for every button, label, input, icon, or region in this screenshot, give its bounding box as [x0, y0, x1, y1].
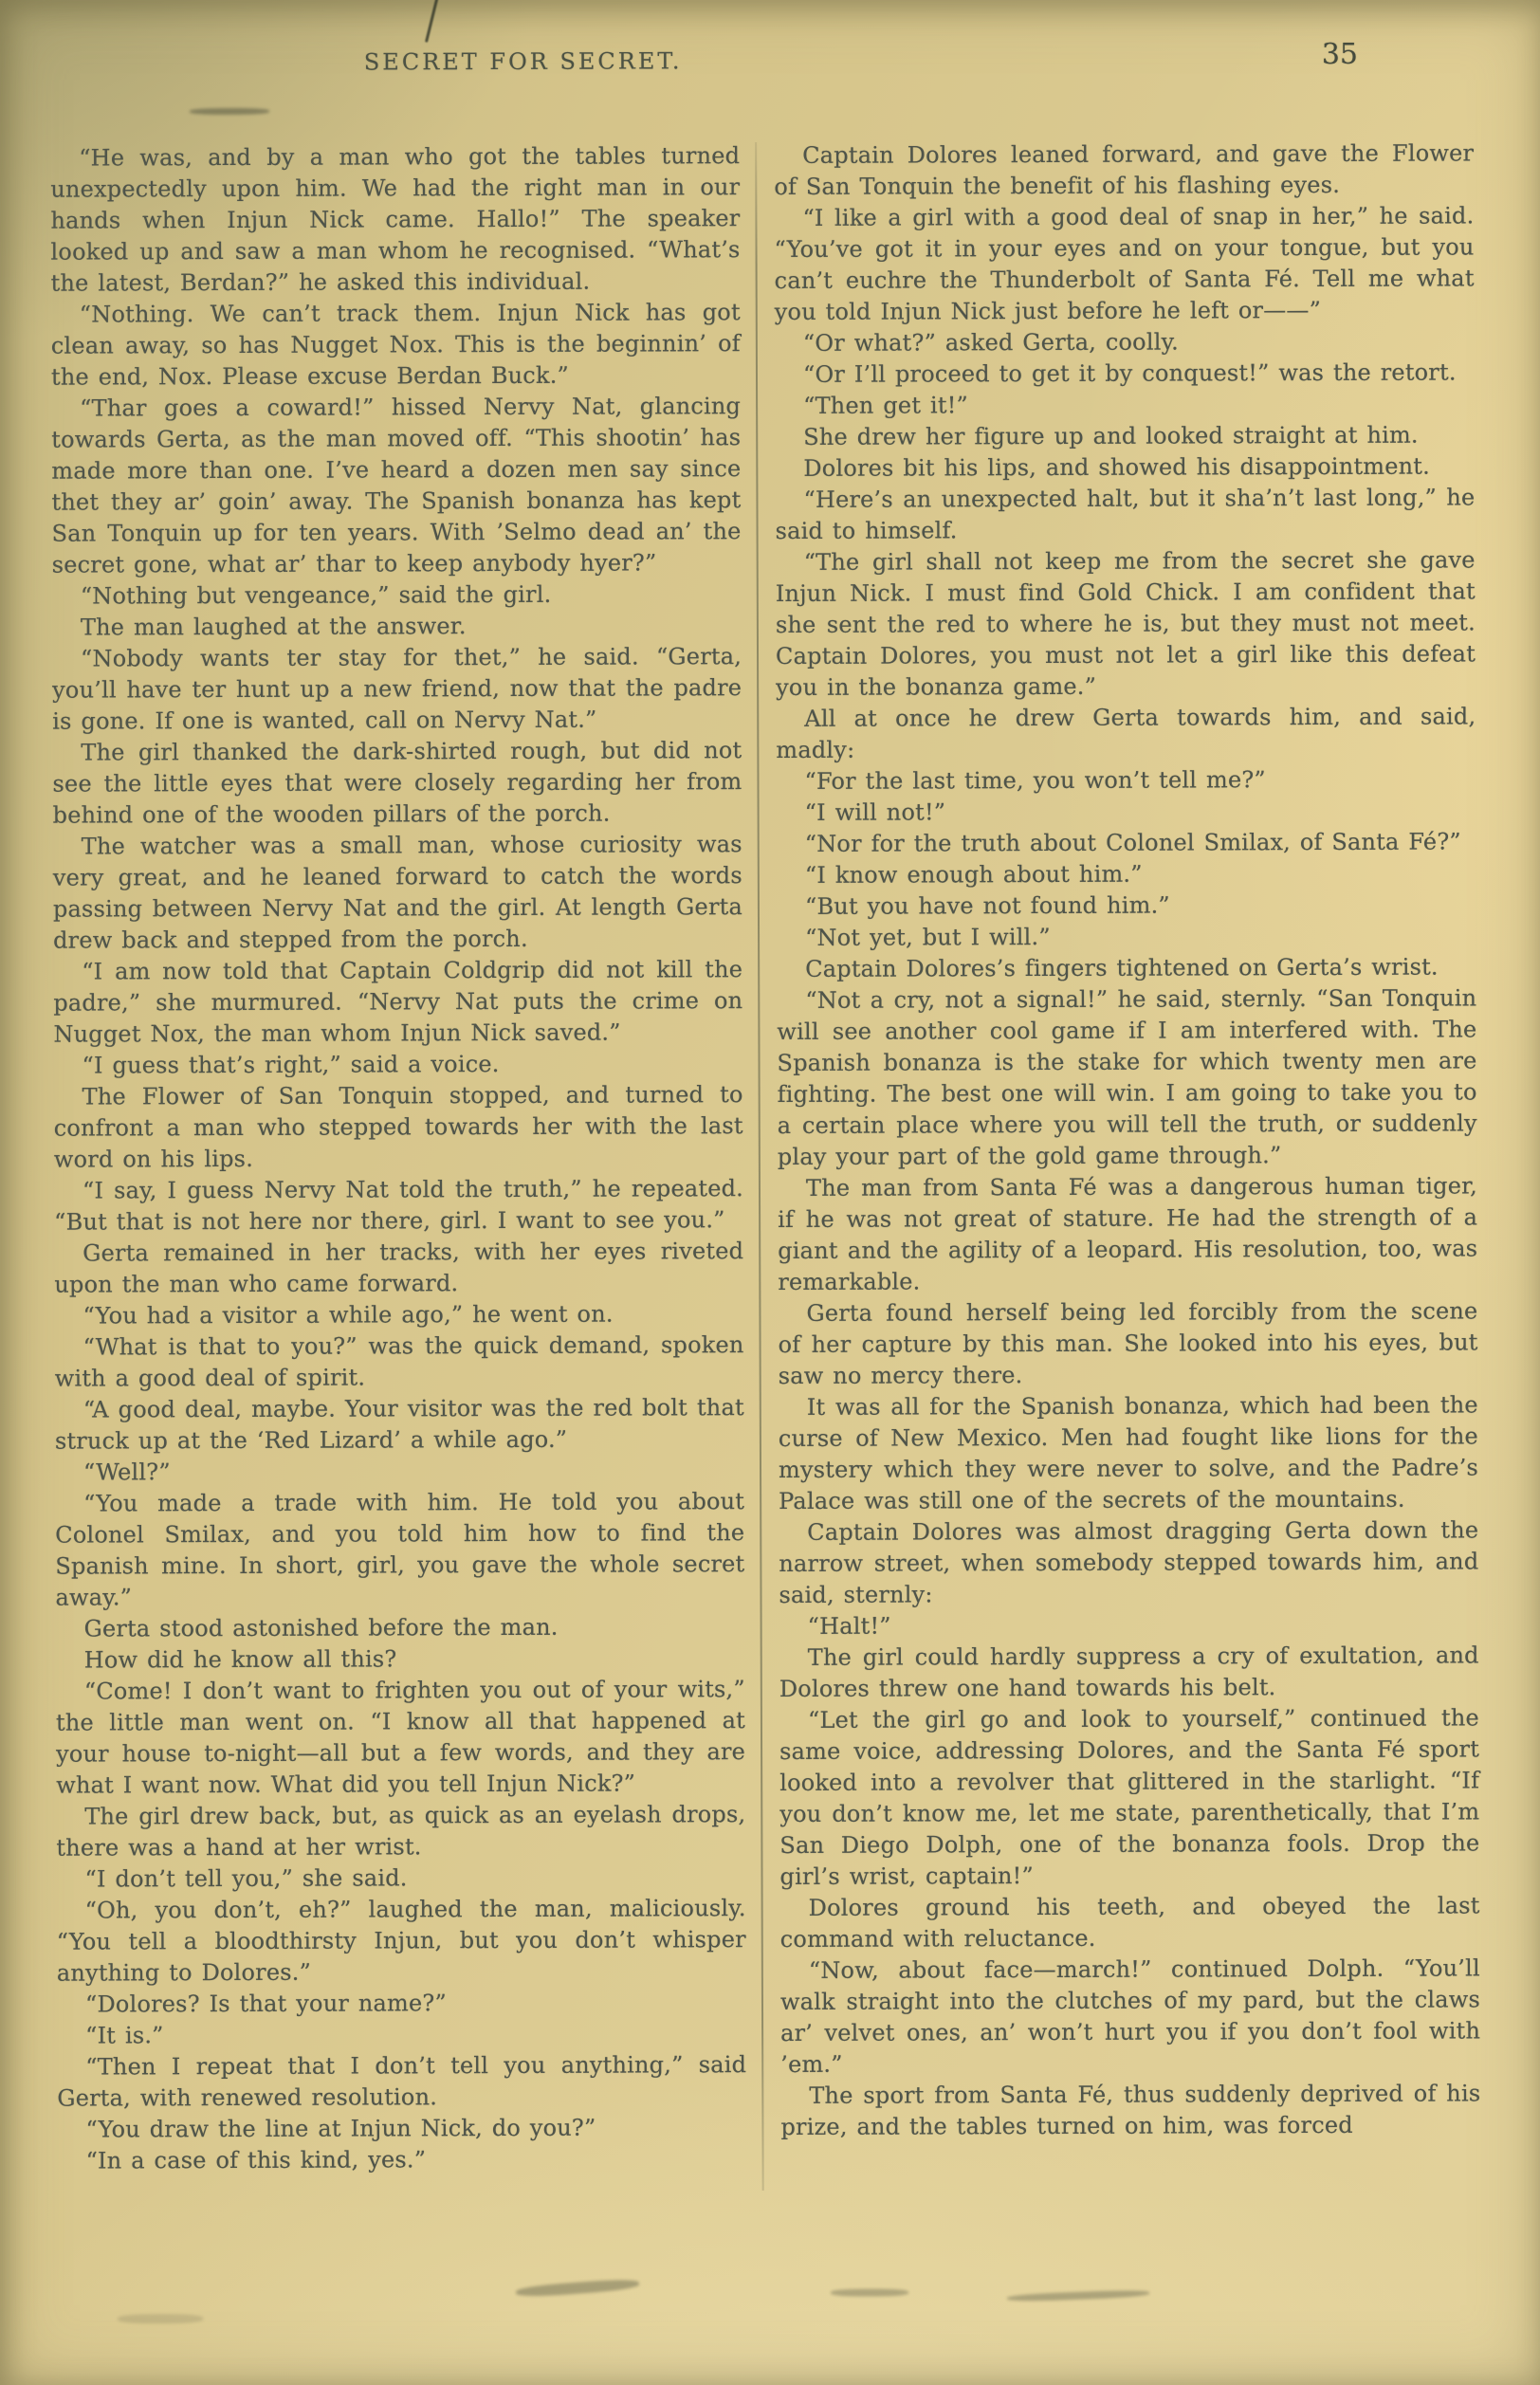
paragraph: The girl drew back, but, as quick as an eyelash drops, there was a hand at her wrist. — [56, 1801, 746, 1862]
paragraph: Captain Dolores was almost dragging Gerta down the narrow street, when somebody stepped towards him, and said, sternly: — [779, 1516, 1479, 1608]
paragraph: “Thar goes a coward!” hissed Nervy Nat, glancing towards Gerta, as the man moved off. “This shootin’ has made more than one. I’ve heard a dozen men say since thet they ar’ goin’ away. The Spanish bonanza has kept San Tonquin up for ten years. With ’Selmo dead an’ the secret gone, what ar’ thar to keep anybody hyer?” — [51, 393, 742, 578]
paragraph: The watcher was a small man, whose curiosity was very great, and he leaned forward to catch the words passing between Nervy Nat and the girl. At length Gerta drew back and stepped from the porch. — [52, 831, 742, 954]
ink-smudge-bottom-corner — [118, 2314, 203, 2323]
paragraph: “Halt!” — [807, 1612, 891, 1640]
paragraph: “For the last time, you won’t tell me?” — [804, 766, 1266, 795]
paragraph: “Not yet, but I will.” — [805, 923, 1051, 951]
paragraph: “I will not!” — [804, 798, 946, 826]
paragraph: Captain Dolores’s fingers tightened on Gerta’s wrist. — [805, 953, 1439, 982]
column-divider-rule — [755, 142, 764, 2191]
paragraph: “Not a cry, not a signal!” he said, sternly. “San Tonquin will see another cool game if I am interfered with. The Spanish bonanza is the stake for which twenty men are fighting. The best one will win. I am going to take you to a certain place where you will tell the truth, or suddenly play your part of the gold game through.” — [777, 984, 1477, 1170]
paragraph: It was all for the Spanish bonanza, which had been the curse of New Mexico. Men had fought like lions for the mystery which they were never to solve, and the Padre’s Palace was still one of the secrets of the mountains. — [778, 1391, 1479, 1514]
ink-smudge-bottom-left — [516, 2278, 640, 2298]
paragraph: “Nobody wants ter stay for thet,” he said. “Gerta, you’ll have ter hunt up a new friend, now that the padre is gone. If one is wanted, call on Nervy Nat.” — [52, 643, 742, 735]
paragraph: “Let the girl go and look to yourself,” continued the same voice, addressing Dolores, and the Santa Fé sport looked into a revolver that glittered in the starlight. “If you don’t know me, let me state, parenthetically, that I’m San Diego Dolph, one of the bonanza fools. Drop the girl’s wrist, captain!” — [779, 1704, 1480, 1890]
paragraph: “Then I repeat that I don’t tell you anything,” said Gerta, with renewed resolution. — [57, 2051, 747, 2112]
paragraph: The girl thanked the dark-shirted rough, but did not see the little eyes that were closely regarding her from behind one of the wooden pillars of the porch. — [52, 737, 742, 829]
paragraph: “Or I’ll proceed to get it by conquest!” was the retort. — [802, 358, 1457, 388]
paragraph: “He was, and by a man who got the tables turned unexpectedly upon him. We had the right man in our hands when Injun Nick came. Hallo!” The speaker looked up and saw a man whom he recognised. “What’s the latest, Berdan?” he asked this individual. — [50, 142, 741, 297]
paragraph: “A good deal, maybe. Your visitor was the red bolt that struck up at the ‘Red Lizard’ a while ago.” — [54, 1394, 744, 1455]
paragraph: The man laughed at the answer. — [80, 613, 467, 641]
paragraph: “I say, I guess Nervy Nat told the truth,” he repeated. “But that is not here nor there, girl. I want to see you.” — [54, 1175, 744, 1236]
paragraph: “Come! I don’t want to frighten you out of your wits,” the little man went on. “I know all that happened at your house to-night—all but a few words, and they are what I want now. What did you tell Injun Nick?” — [55, 1676, 746, 1799]
paragraph: The man from Santa Fé was a dangerous human tiger, if he was not great of stature. He had the strength of a giant and the agility of a leopard. His resolution, too, was remarkable. — [778, 1172, 1478, 1295]
paragraph: The Flower of San Tonquin stopped, and turned to confront a man who stepped towards her with the last word on his lips. — [53, 1081, 743, 1173]
paragraph: All at once he drew Gerta towards him, and said, madly: — [776, 703, 1476, 763]
paragraph: Gerta remained in her tracks, with her eyes riveted upon the man who came forward. — [54, 1238, 744, 1298]
paragraph: “What is that to you?” was the quick demand, spoken with a good deal of spirit. — [54, 1331, 744, 1392]
ink-smudge-bottom-right — [1007, 2289, 1149, 2302]
paragraph: “I am now told that Captain Coldgrip did not kill the padre,” she murmured. “Nervy Nat puts the crime on Nugget Nox, the man whom Injun Nick saved.” — [53, 956, 743, 1048]
ink-smudge-top — [190, 108, 269, 115]
paragraph: “You made a trade with him. He told you about Colonel Smilax, and you told him how to find the Spanish mine. In short, girl, you gave the whole secret away.” — [55, 1488, 745, 1611]
paragraph: “Nothing. We can’t track them. Injun Nick has got clean away, so has Nugget Nox. This is the beginnin’ of the end, Nox. Please excuse Berdan Buck.” — [50, 299, 741, 391]
paragraph: “Now, about face—march!” continued Dolph. “You’ll walk straight into the clutches of my pard, but the claws ar’ velvet ones, an’ won’t hurt you if you don’t fool with ’em.” — [779, 1954, 1481, 2078]
paragraph: “In a case of this kind, yes.” — [85, 2146, 427, 2174]
paragraph: “The girl shall not keep me from the secret she gave Injun Nick. I must find Gold Chick. I am confident that she sent the red to where he is, but they must not meet. Captain Dolores, you must not let a girl like this defeat you in the bonanza game.” — [775, 546, 1476, 701]
paragraph: “I guess that’s right,” said a voice. — [82, 1050, 500, 1079]
paragraph: “Here’s an unexpected halt, but it sha’n’t last long,” he said to himself. — [775, 484, 1476, 544]
paragraph: “Dolores? Is that your name?” — [84, 1990, 447, 2018]
right-text-column — [774, 138, 1480, 2143]
paragraph: “Oh, you don’t, eh?” laughed the man, maliciously. “You tell a bloodthirsty Injun, but you don’t whisper anything to Dolores.” — [56, 1895, 746, 1987]
paragraph: “But you have not found him.” — [804, 891, 1170, 920]
paragraph: “I know enough about him.” — [804, 860, 1143, 889]
paragraph: Dolores bit his lips, and showed his disappointment. — [803, 452, 1431, 482]
paragraph: Gerta found herself being led forcibly from the scene of her capture by this man. She looked into his eyes, but saw no mercy there. — [778, 1297, 1478, 1389]
paragraph: “I don’t tell you,” she said. — [84, 1864, 408, 1893]
running-title: SECRET FOR SECRET. — [363, 47, 683, 76]
paragraph: Captain Dolores leaned forward, and gave the Flower of San Tonquin the benefit of his flashing eyes. — [774, 139, 1475, 200]
paragraph: Dolores ground his teeth, and obeyed the last command with reluctance. — [779, 1892, 1480, 1953]
paragraph: “Then get it!” — [803, 392, 969, 419]
ink-pen-stroke-mark — [425, 0, 438, 43]
paragraph: “It is.” — [85, 2022, 164, 2049]
paragraph: “Or what?” asked Gerta, coolly. — [802, 328, 1180, 357]
paragraph: “You draw the line at Injun Nick, do you?” — [85, 2114, 596, 2143]
paragraph: The sport from Santa Fé, thus suddenly deprived of his prize, and the tables turned on him, was forced — [780, 2080, 1481, 2140]
paragraph: She drew her figure up and looked straight at him. — [803, 421, 1419, 450]
ink-smudge-bottom-center — [831, 2288, 908, 2296]
paragraph: Gerta stood astonished before the man. — [83, 1613, 559, 1642]
paragraph: “Nor for the truth about Colonel Smilax, of Santa Fé?” — [804, 828, 1461, 857]
page-number: 35 — [1321, 37, 1359, 71]
paragraph: How did he know all this? — [83, 1645, 397, 1674]
paragraph: “Nothing but vengeance,” said the girl. — [80, 580, 552, 610]
paragraph: The girl could hardly suppress a cry of exultation, and Dolores threw one hand towards his belt. — [779, 1642, 1479, 1702]
paragraph: “You had a visitor a while ago,” he went on. — [82, 1300, 614, 1330]
left-text-column — [50, 140, 746, 2177]
paragraph: “I like a girl with a good deal of snap in her,” he said. “You’ve got it in your eyes and on your tongue, but you can’t euchre the Thunderbolt of Santa Fé. Tell me what you told Injun Nick just before he left or——” — [774, 202, 1475, 325]
paragraph: “Well?” — [82, 1459, 171, 1486]
